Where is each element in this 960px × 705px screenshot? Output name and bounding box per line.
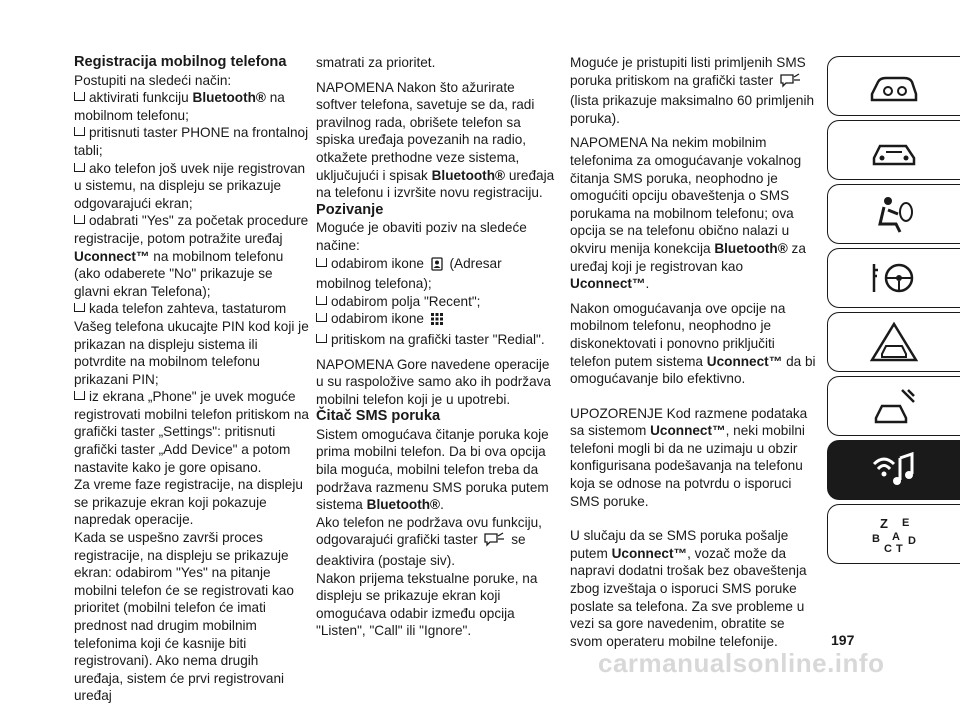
multimedia-tab[interactable] [827,440,960,500]
column-3 [570,54,816,650]
paragraph: Nakon omogućavanja ove opcije na mobilnom telefonu, neophodno je diskonektovati i ponovno priključiti telefon putem sistema Uconnect™ da bi omogućavanje bilo efektivno. [570,300,816,387]
watermark: carmanualsonline.info [598,648,885,678]
car-dashboard-icon [866,64,922,108]
tools-car-tab[interactable] [827,376,960,436]
bullet-icon [74,391,85,400]
index-letter: T [896,543,903,555]
paragraph: Moguće je pristupiti listi primljenih SMS poruka pritiskom na grafički taster (lista prikazuje maksimalno 60 primljenih poruka). [570,55,815,126]
index-letter: E [902,517,910,529]
intro-text: Postupiti na sledeći način: [74,72,232,88]
sms-icon [483,531,505,552]
note-paragraph: NAPOMENA Gore navedene operacije u su raspoložive samo ako ih podržava mobilni telefon koji je u upotrebi. [316,356,551,407]
column-1 [74,54,310,705]
warning-paragraph: UPOZORENJE Kod razmene podataka sa sistemom Uconnect™, neki mobilni telefoni mogli bi da ne uzimaju u obzir konfigurisana podešavanja na telefonu koja se odnose na potvrdu o isporuci SMS poruke. [570,405,808,509]
paragraph: Za vreme faze registracije, na displeju se prikazuje ekran koji pokazuje napredak operacije. [74,477,303,528]
paragraph: Sistem omogućava čitanje poruka koje prima mobilni telefon. Da bi ova opcija bila moguća, mobilni telefon treba da podržava razmenu SMS poruka putem sistema Bluetooth®. [316,426,549,513]
note-paragraph: NAPOMENA Nakon što ažurirate softver telefona, savetuje se da, radi pravilnog rada, obrišete telefon sa spiska uređaja povezanih na radio, otkažete prethodne veze sistema, uključujući i spisak Bluetooth® uređaja na telefonu i izvršite novu registraciju. [316,79,555,201]
section-title-registration: Registracija mobilnog telefona [74,54,287,70]
sms-list-icon [779,72,801,93]
tools-car-icon [866,384,922,428]
warning-car-tab[interactable] [827,312,960,372]
bullet-icon [74,163,85,172]
index-letter: C [884,543,892,555]
column-2 [316,54,558,640]
list-item: pritisnuti taster PHONE na frontalnoj tabli; [74,125,309,158]
list-item: ako telefon još uvek nije registrovan u sistemu, na displeju se prikazuje odgovarajući ekran; [74,160,306,211]
car-lights-icon [866,128,922,172]
bullet-icon [316,334,327,343]
list-item: odabrati "Yes" za početak procedure registracije, potom potražite uređaj Uconnect™ na mobilnom telefonu (ako odaberete "No" prikazuje se glavni ekran Telefona); [74,213,309,299]
section-title-sms: Čitač SMS poruka [316,408,441,425]
bullet-icon [74,215,85,224]
bullet-icon [74,303,85,312]
bullet-icon [316,313,327,322]
page-number: 197 [831,632,855,648]
index-letter: A [892,531,900,543]
paragraph: Moguće je obaviti poziv na sledeće načine: [316,220,527,253]
list-item: iz ekrana „Phone" je uvek moguće registrovati mobilni telefon pritiskom na grafički taster „Settings": pritisnuti grafički taster „Add Device" a potom nastavite kako je gore opisano. [74,389,309,475]
bullet-icon [316,296,327,305]
index-icon [866,512,922,556]
index-tab[interactable] [827,504,960,564]
list-item: odabirom ikone (Adresar mobilnog telefona); [316,255,502,292]
phonebook-icon [430,257,444,276]
warning-paragraph: U slučaju da se SMS poruka pošalje putem Uconnect™, vozač može da napravi dodatni trošak bez obaveštenja zbog izveštaja o isporuci SMS poruke poslate sa telefona. Za sve probleme u vezi sa gore navedenim, obratite se svom operateru mobilne telefonije. [570,528,807,649]
list-item: kada telefon zahteva, tastaturom Vašeg telefona ukucajte PIN kod koji je prikazan na displeju sistema ili potvrdite na mobilnom telefonu prikazani PIN; [74,301,309,387]
multimedia-icon [866,448,922,492]
airbag-seat-tab[interactable] [827,184,960,244]
paragraph: Nakon prijema tekstualne poruke, na displeju se prikazuje ekran koji omogućava odabir između opcija "Listen", "Call" ili "Ignore". [316,570,538,639]
bullet-icon [74,127,85,136]
bullet-icon [316,258,327,267]
index-letter: D [908,535,916,547]
steering-key-icon [866,256,922,300]
index-letter: Z [880,516,888,531]
list-item: odabirom ikone [316,310,558,331]
car-lights-tab[interactable] [827,120,960,180]
paragraph: Kada se uspešno završi proces registracije, na displeju se prikazuje ekran: odabirom "Yes" na pitanje mobilni telefon će se registrovati kao prioritet (mobilni telefon će imati prednost nad drugim mobilnim telefonima koji će kasnije biti registrovani). Ako nema drugih uređaja, sistem će prvi registrovani uređaj [74,530,294,704]
list-item: aktivirati funkciju Bluetooth® na mobilnom telefonu; [74,90,285,123]
index-letter: B [872,533,880,545]
note-paragraph: NAPOMENA Na nekim mobilnim telefonima za omogućavanje vokalnog čitanja SMS poruka, neophodno je omogućiti opciju obaveštenja o SMS porukama na mobilnom telefonu; ova opcija se na telefonu obično nalazi u okviru menija konekcija Bluetooth® za uređaj koji je registrovan kao Uconnect™. [570,135,806,292]
steering-key-tab[interactable] [827,248,960,308]
list-item: pritiskom na grafički taster "Redial". [316,331,558,349]
airbag-seat-icon [866,192,922,236]
bullet-icon [74,92,85,101]
paragraph: Ako telefon ne podržava ovu funkciju, odgovarajući grafički taster se deaktivira (postaje siv). [316,514,542,569]
section-title-calling: Pozivanje [316,201,384,218]
paragraph: smatrati za prioritet. [316,55,436,70]
keypad-icon [430,312,444,331]
list-item: odabirom polja "Recent"; [316,293,558,311]
car-dashboard-tab[interactable] [827,56,960,116]
warning-car-icon [866,320,922,364]
